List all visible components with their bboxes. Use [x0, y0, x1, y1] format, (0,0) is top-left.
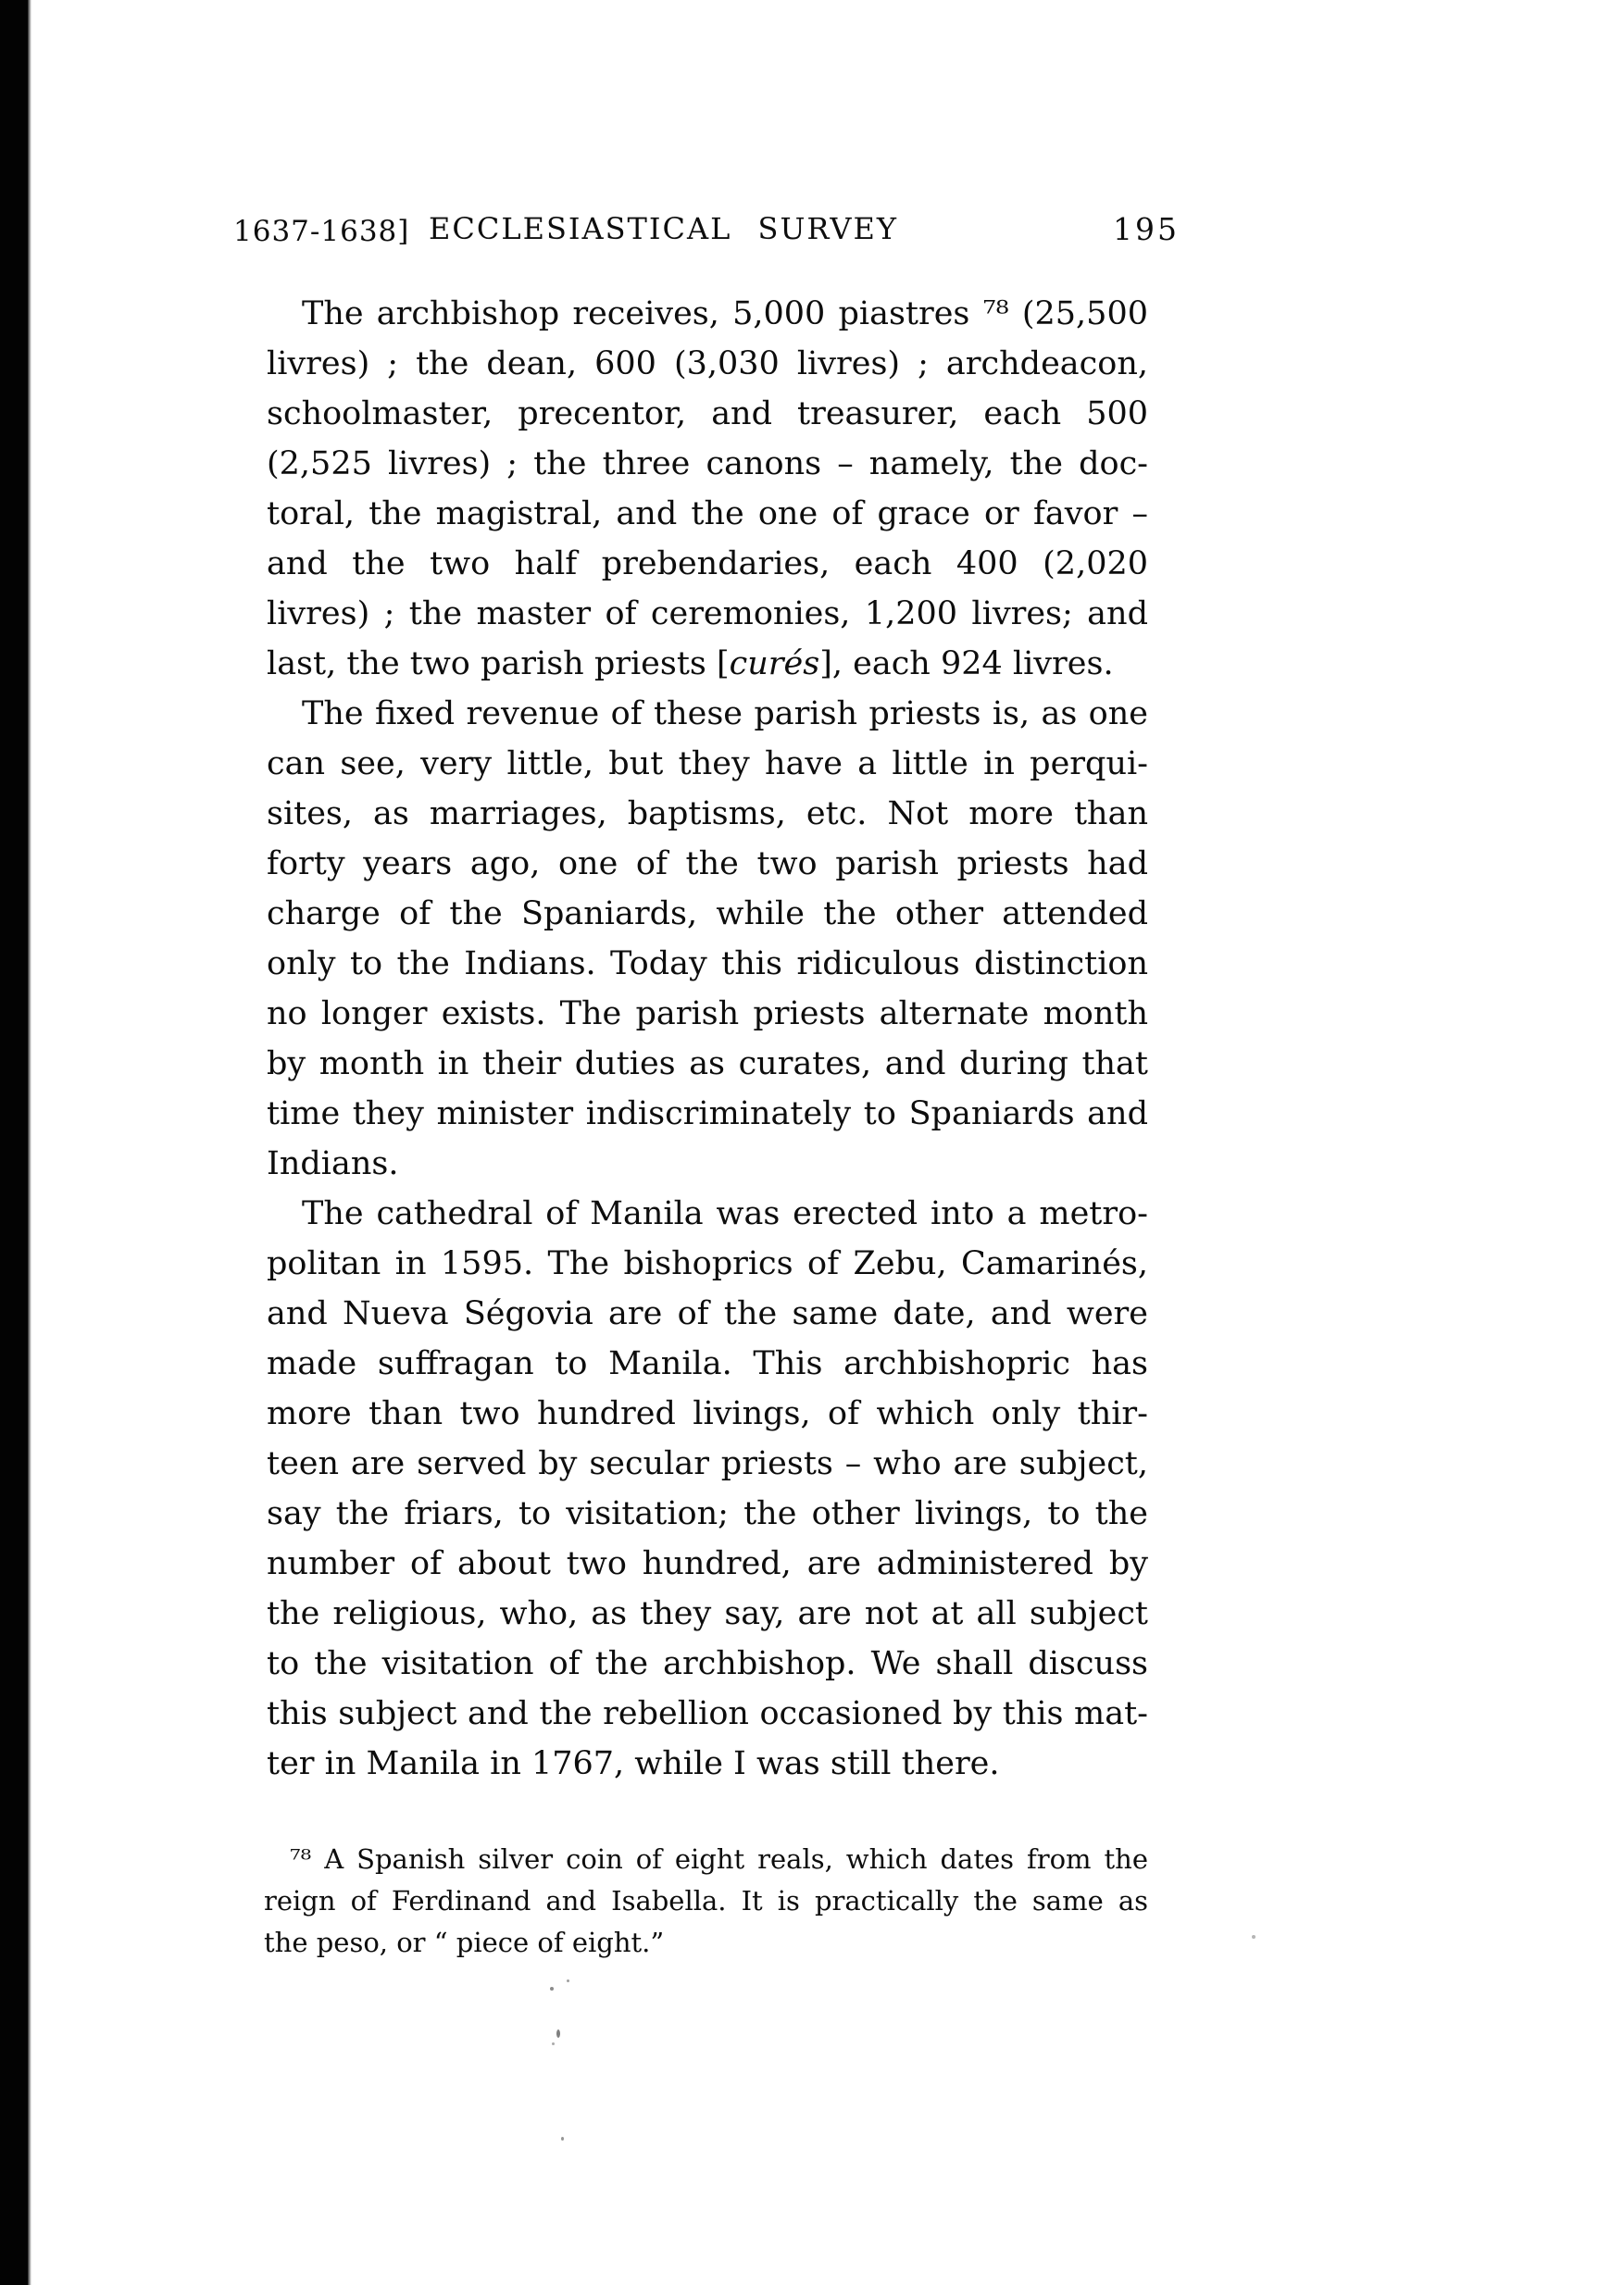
text-line: time they minister indiscriminately to Spaniards and [267, 1095, 1148, 1132]
text-line: teen are served by secular priests – who are subject, [267, 1445, 1148, 1482]
footnote-line: ⁷⁸ A Spanish silver coin of eight reals, which dates from the [290, 1843, 1148, 1875]
text-line: Indians. [267, 1145, 399, 1182]
text-line: The cathedral of Manila was erected into a metro- [302, 1195, 1148, 1232]
scan-speck [561, 2137, 564, 2141]
text-line: to the visitation of the archbishop. We shall discuss [267, 1645, 1148, 1682]
text-line: number of about two hundred, are administered by [267, 1545, 1148, 1582]
running-head-title: ECCLESIASTICAL SURVEY [429, 211, 898, 246]
scan-speck [567, 1979, 569, 1982]
footnote-line: reign of Ferdinand and Isabella. It is practically the same as [264, 1885, 1148, 1917]
text-line: no longer exists. The parish priests alternate month [267, 995, 1148, 1032]
text-line: schoolmaster, precentor, and treasurer, each 500 [267, 395, 1148, 432]
text-line: politan in 1595. The bishoprics of Zebu, Camarinés, [267, 1245, 1148, 1282]
header-date-range: 1637-1638] [233, 215, 410, 248]
scan-gutter-bar [0, 0, 28, 2285]
text-line: charge of the Spaniards, while the other attended [267, 895, 1148, 932]
running-head [0, 211, 1624, 254]
text-line: the religious, who, as they say, are not at all subject [267, 1595, 1148, 1632]
text-line: by month in their duties as curates, and during that [267, 1045, 1148, 1082]
text-line: only to the Indians. Today this ridiculous distinction [267, 945, 1148, 982]
page-number: 195 [1113, 211, 1180, 247]
text-line: more than two hundred livings, of which only thir- [267, 1395, 1148, 1432]
text-line: livres) ; the dean, 600 (3,030 livres) ; archdeacon, [267, 345, 1148, 382]
scan-speck [550, 1987, 554, 1991]
scan-speck [1252, 1935, 1255, 1939]
text-line: say the friars, to visitation; the other livings, to the [267, 1495, 1148, 1532]
text-line: and Nueva Ségovia are of the same date, and were [267, 1295, 1148, 1332]
text-line: made suffragan to Manila. This archbishopric has [267, 1345, 1148, 1382]
text-line: ter in Manila in 1767, while I was still there. [267, 1745, 1000, 1782]
text-line: and the two half prebendaries, each 400 (2,020 [267, 545, 1148, 582]
text-line: last, the two parish priests [curés], each 924 livres. [267, 645, 1114, 682]
text-line: toral, the magistral, and the one of grace or favor – [267, 495, 1148, 532]
text-line: forty years ago, one of the two parish priests had [267, 845, 1148, 882]
text-line: (2,525 livres) ; the three canons – namely, the doc- [267, 445, 1148, 482]
scan-speck [556, 2029, 560, 2038]
scan-speck [552, 2042, 555, 2045]
text-line: sites, as marriages, baptisms, etc. Not more than [267, 795, 1148, 832]
footnote [264, 1839, 1148, 1964]
text-line: The archbishop receives, 5,000 piastres ⁷⁸ (25,500 [302, 295, 1148, 332]
body-text [267, 289, 1148, 1789]
text-line: can see, very little, but they have a little in perqui- [267, 745, 1148, 782]
text-line: livres) ; the master of ceremonies, 1,200 livres; and [267, 595, 1148, 632]
footnote-line: the peso, or “ piece of eight.” [264, 1927, 665, 1958]
text-line: this subject and the rebellion occasioned by this mat- [267, 1695, 1148, 1732]
text-line: The fixed revenue of these parish priests is, as one [302, 695, 1148, 732]
